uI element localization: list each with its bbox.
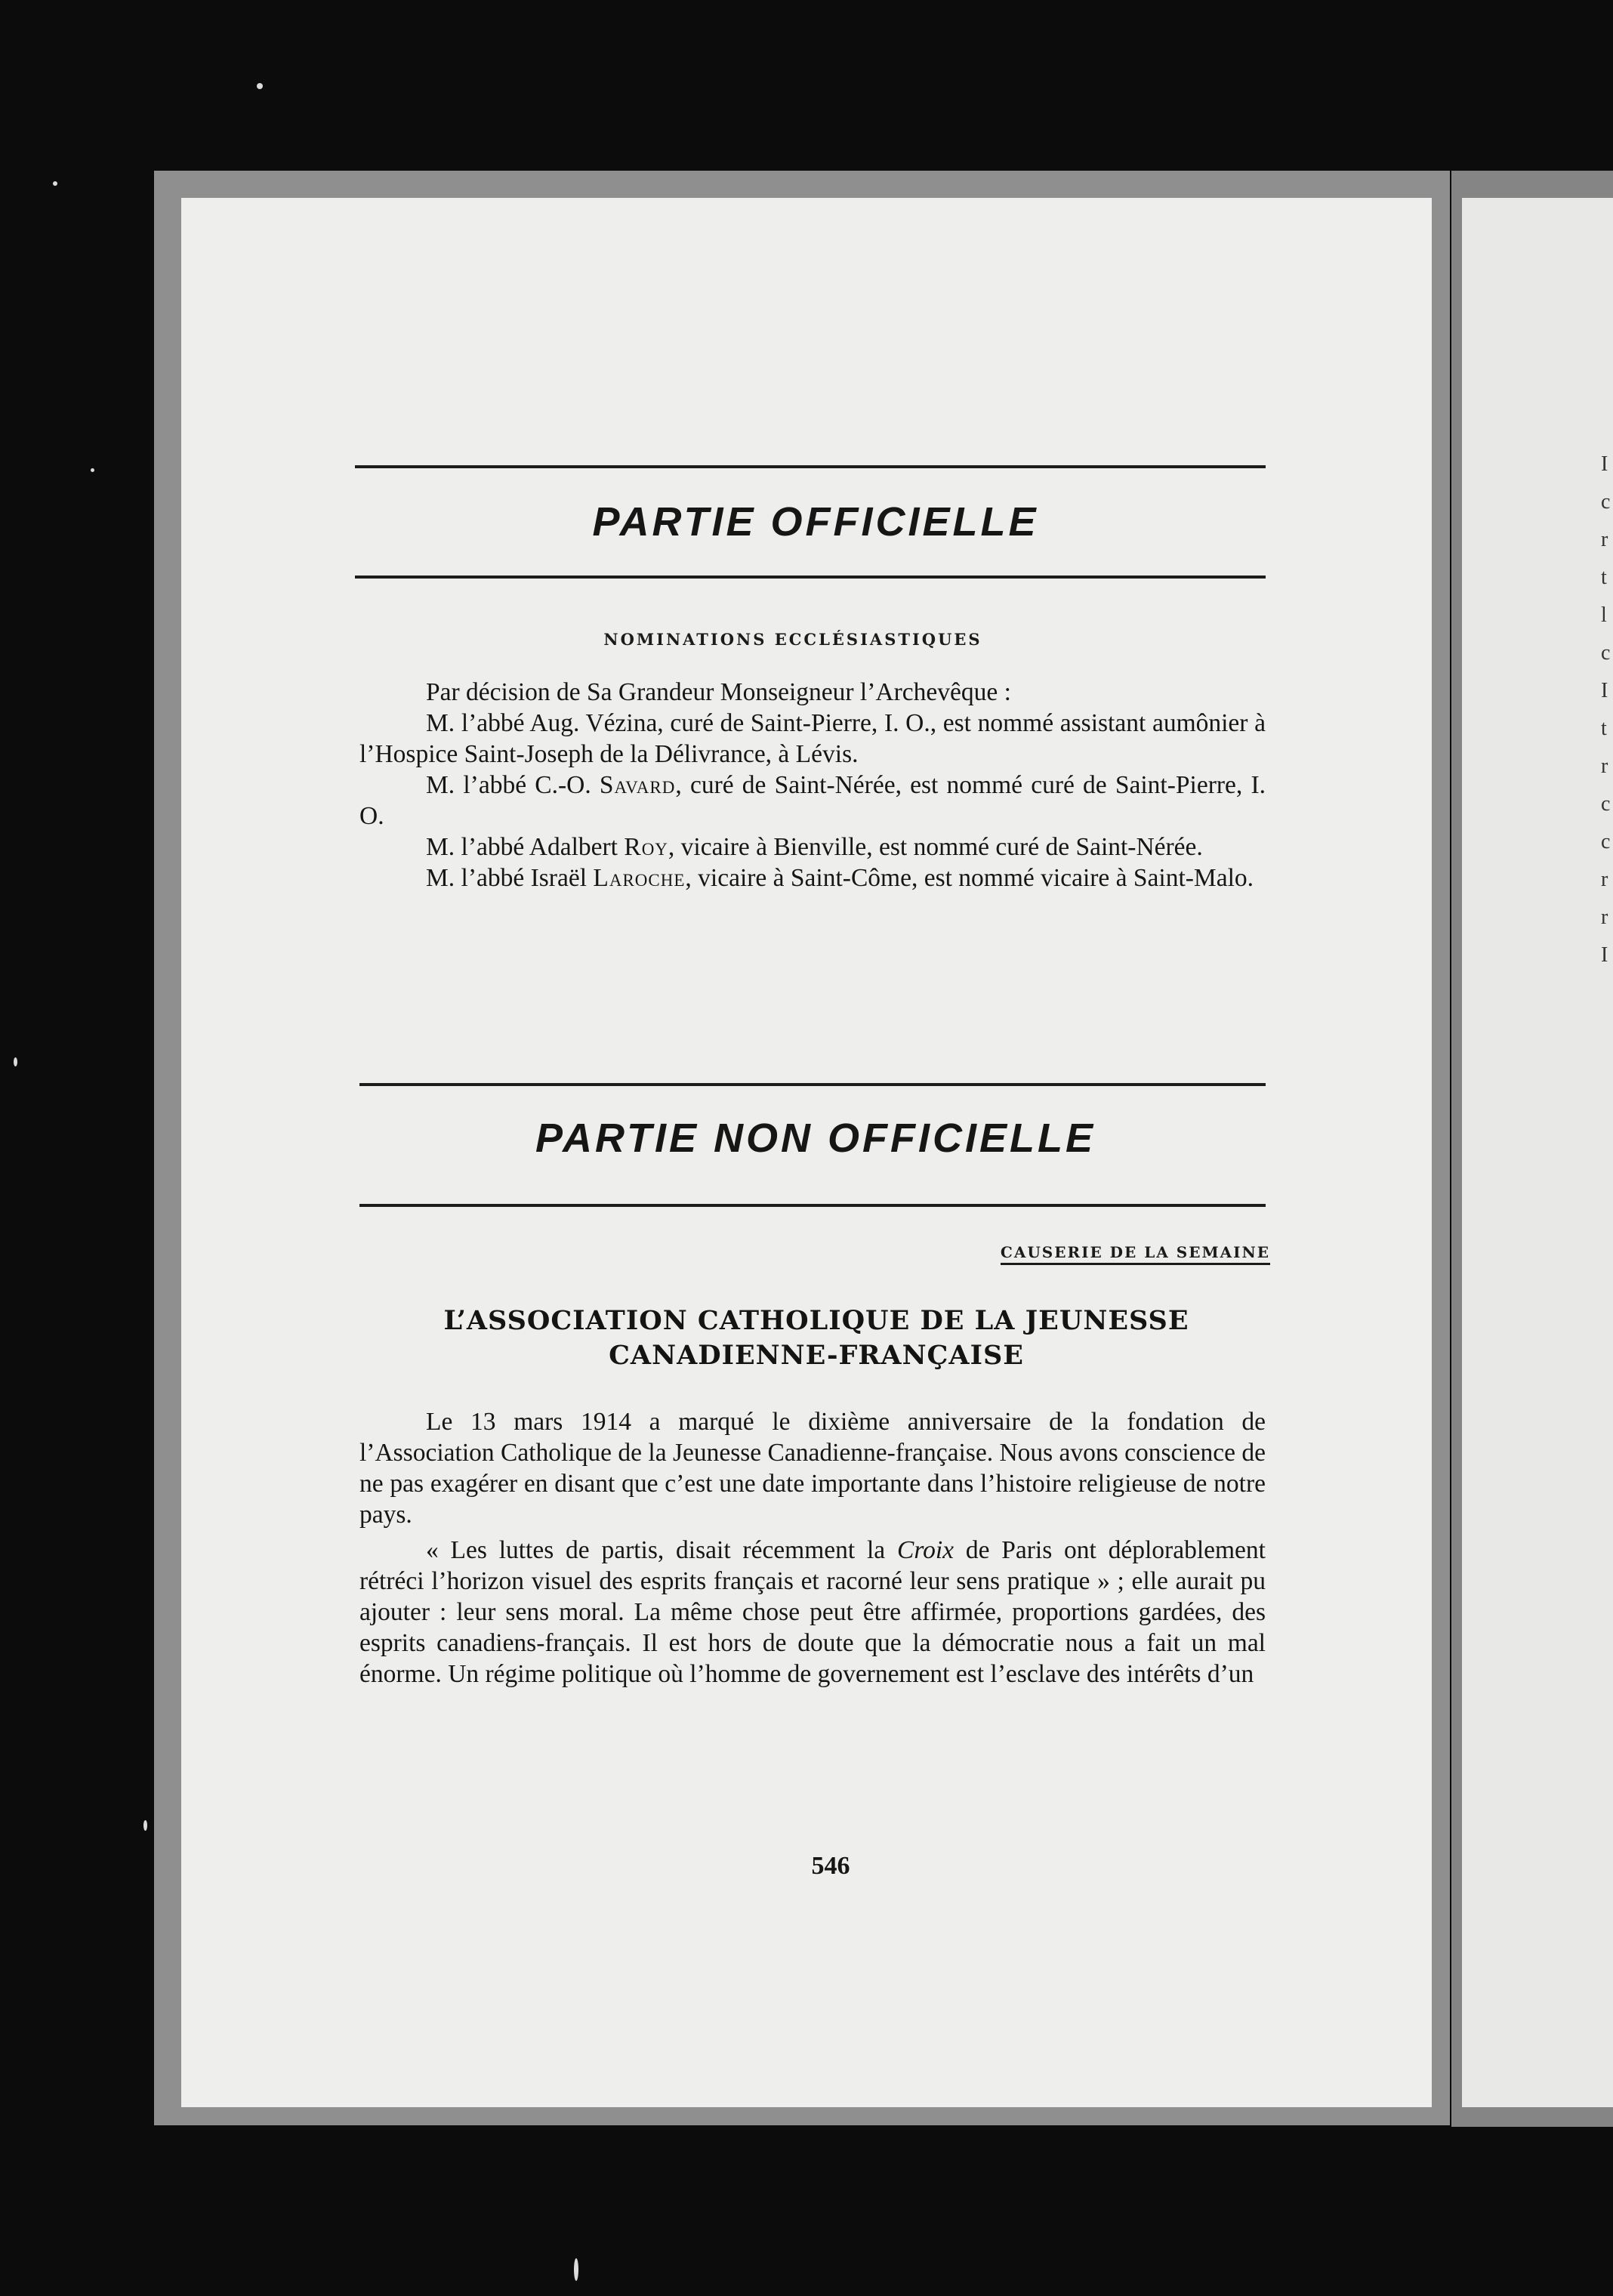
dust-speck	[257, 83, 263, 89]
paragraph-text: « Les luttes de partis, disait récemment la	[426, 1536, 897, 1564]
edge-glyph: r	[1601, 755, 1608, 778]
appointment-3	[359, 832, 1266, 863]
edge-glyph: r	[1601, 868, 1608, 891]
adjacent-page-edge-text	[1601, 446, 1613, 974]
appointment-text: , curé de Saint-Nérée, est nommé curé de Saint-Pierre, I. O.	[359, 771, 1266, 830]
page-number: 546	[811, 1852, 850, 1880]
journal-name: Croix	[896, 1536, 955, 1564]
dust-speck	[574, 2258, 578, 2281]
appointment-1	[359, 708, 1266, 770]
non-official-bottom-rule	[359, 1204, 1266, 1207]
top-rule	[355, 465, 1266, 468]
non-official-top-rule	[359, 1083, 1266, 1086]
paragraph-text: de Paris ont déplorablement rétréci l’horizon visuel des esprits français et racorné leur sens pratique » ; elle aurait pu ajouter : leur sens moral. La même chose peut être affirmée, proportions gardées, des esprits canadiens-français. Il est hors de doute que la démocratie nous a fait un mal énorme. Un régime politique où l’homme de governement est l’esclave des intérêts d’un	[359, 1536, 1266, 1688]
dust-speck	[91, 468, 94, 472]
non-official-heading: PARTIE NON OFFICIELLE	[535, 1116, 1096, 1161]
edge-glyph: r	[1601, 528, 1608, 551]
edge-glyph: t	[1601, 717, 1607, 740]
edge-glyph: c	[1601, 641, 1611, 665]
edge-glyph: t	[1601, 566, 1607, 589]
official-intro: Par décision de Sa Grandeur Monseigneur l’Archevêque :	[426, 678, 1011, 706]
appointment-4	[359, 863, 1266, 893]
edge-glyph: I	[1601, 943, 1608, 967]
article-title-line-2: CANADIENNE-FRANÇAISE	[609, 1340, 1024, 1371]
edge-glyph: c	[1601, 792, 1611, 816]
dust-speck	[53, 181, 57, 186]
article-body	[359, 1406, 1266, 1690]
appointment-text: M. l’abbé Aug. Vézina, curé de Saint-Pierre, I. O., est nommé assistant aumônier à l’Hospice Saint-Joseph de la Délivrance, à Lévis.	[359, 709, 1266, 768]
causerie-label	[959, 1243, 1270, 1261]
edge-glyph: I	[1601, 452, 1608, 476]
nominations-heading: NOMINATIONS ECCLÉSIASTIQUES	[603, 630, 982, 649]
dust-speck	[14, 1057, 17, 1066]
appointment-2	[359, 770, 1266, 832]
causerie-text: CAUSERIE DE LA SEMAINE	[1001, 1243, 1270, 1265]
article-title-line-1: L’ASSOCIATION CATHOLIQUE DE LA JEUNESSE	[443, 1305, 1189, 1336]
article-paragraph-1: Le 13 mars 1914 a marqué le dixième anniversaire de la fondation de l’Association Catholique de la Jeunesse Canadienne-française. Nous avons conscience de ne pas exagérer en disant que c’est une date importante dans l’histoire religieuse de notre pays.	[359, 1408, 1266, 1529]
appointment-text: , vicaire à Saint-Côme, est nommé vicaire à Saint-Malo.	[685, 864, 1254, 892]
dust-speck	[143, 1820, 147, 1831]
appointment-text: , vicaire à Bienville, est nommé curé de Saint-Nérée.	[668, 833, 1203, 861]
edge-glyph: I	[1601, 679, 1608, 702]
article-title	[359, 1304, 1273, 1373]
adjacent-page	[1462, 198, 1613, 2107]
official-text	[359, 677, 1266, 893]
edge-glyph: c	[1601, 490, 1611, 514]
official-heading: PARTIE OFFICIELLE	[592, 499, 1039, 545]
official-bottom-rule	[355, 576, 1266, 579]
article-paragraph-2	[359, 1535, 1266, 1690]
appointment-text: M. l’abbé Israël	[426, 864, 594, 892]
edge-glyph: c	[1601, 830, 1611, 853]
appointee-name: Laroche	[593, 864, 686, 892]
appointee-name: Roy	[624, 833, 668, 861]
appointee-name: Savard	[599, 771, 676, 799]
appointment-text: M. l’abbé C.-O.	[426, 771, 600, 799]
edge-glyph: l	[1601, 603, 1607, 627]
appointment-text: M. l’abbé Adalbert	[426, 833, 625, 861]
edge-glyph: r	[1601, 906, 1608, 929]
